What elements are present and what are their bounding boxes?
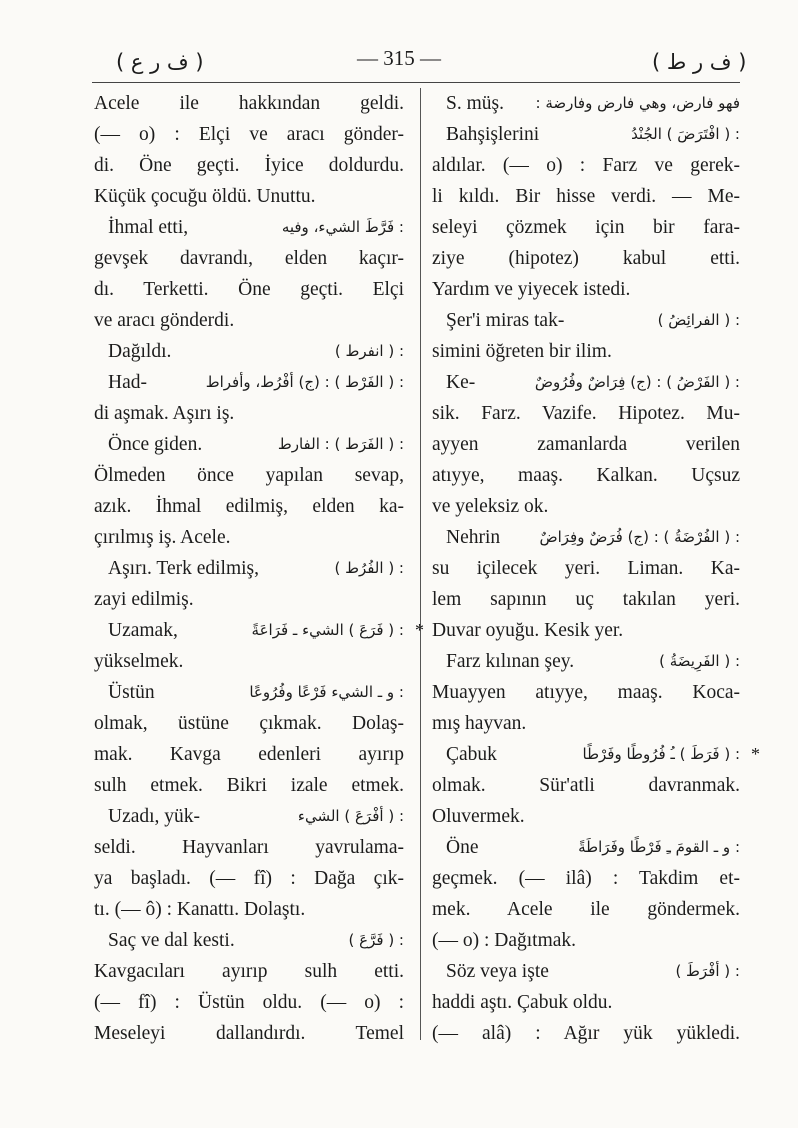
text-line	[94, 336, 404, 367]
text-line: ve aracı gönderdi.	[94, 310, 235, 331]
page-number: — 315 —	[357, 46, 441, 70]
text-line: Muayyen atıyye, maaş. Koca-	[432, 682, 740, 703]
turkish-headword: Nehrin	[446, 527, 501, 548]
arabic-entry: : ( فَرَّعَ )	[348, 931, 404, 949]
turkish-headword: Öne	[446, 837, 479, 858]
column-divider	[420, 88, 421, 1040]
header-rule	[92, 82, 740, 83]
text-line: Ölmeden önce yapılan sevap,	[94, 465, 404, 486]
turkish-headword: Söz veya işte	[446, 961, 549, 982]
text-line: seldi. Hayvanları yavrulama-	[94, 837, 404, 858]
text-line	[94, 367, 404, 398]
text-line: Küçük çocuğu öldü. Unuttu.	[94, 186, 316, 207]
text-line: Duvar oyuğu. Kesik yer.	[432, 620, 624, 641]
arabic-entry: : ( الفرائِضُ )	[657, 311, 740, 329]
text-line: ziye (hipotez) kabul etti.	[432, 248, 740, 269]
turkish-headword: Önce giden.	[108, 434, 203, 455]
text-line	[94, 615, 424, 646]
text-line: olmak, üstüne çıkmak. Dolaş-	[94, 713, 404, 734]
text-line: li kıldı. Bir hisse verdi. — Me-	[432, 186, 740, 207]
arabic-entry: : ( الفَرْضُ ) : (ج) فِرَاضٌ وفُرُوضٌ	[534, 373, 740, 391]
text-line: su içilecek yeri. Liman. Ka-	[432, 558, 740, 579]
text-line	[432, 739, 760, 770]
text-line: mak. Kavga edenleri ayırıp	[94, 744, 404, 765]
text-line: aldılar. (— o) : Farz ve gerek-	[432, 155, 740, 176]
right-root-heading: ( ف ر ط )	[652, 50, 747, 74]
text-line: di aşmak. Aşırı iş.	[94, 403, 235, 424]
turkish-headword: Üstün	[108, 682, 155, 703]
arabic-entry: : و ـ القومَ ـِ فَرْطًا وفَرَاطَةً	[578, 838, 740, 856]
text-line: Acele ile hakkından geldi.	[94, 93, 404, 114]
text-line: tı. (— ô) : Kanattı. Dolaştı.	[94, 899, 306, 920]
text-line: simini öğreten bir ilim.	[432, 341, 612, 362]
text-line	[94, 429, 404, 460]
text-line	[432, 119, 740, 150]
text-line	[94, 677, 404, 708]
text-line	[94, 212, 404, 243]
text-line: sulh etmek. Bikri izale etmek.	[94, 775, 404, 796]
text-line: sik. Farz. Vazife. Hipotez. Mu-	[432, 403, 740, 424]
arabic-entry: : ( أفْرَعَ ) الشيء	[297, 807, 404, 825]
turkish-headword: Uzadı, yük-	[108, 806, 201, 827]
turkish-headword: Çabuk	[446, 744, 497, 765]
text-line: ve yeleksiz ok.	[432, 496, 549, 517]
text-line	[432, 88, 740, 119]
text-line	[94, 925, 404, 956]
text-line: lem sapının uç takılan yeri.	[432, 589, 740, 610]
text-line: Oluvermek.	[432, 806, 525, 827]
text-line: atıyye, maaş. Kalkan. Uçsuz	[432, 465, 740, 486]
text-line	[432, 646, 740, 677]
text-line: dı. Terketti. Öne geçti. Elçi	[94, 279, 404, 300]
arabic-entry: : ( الفُرُط )	[334, 559, 404, 577]
text-line: (— o) : Dağıtmak.	[432, 930, 577, 951]
text-line: gevşek davrandı, elden kaçır-	[94, 248, 404, 269]
arabic-entry: : ( فَرَطَ ) ـُ فُرُوطًا وفَرْطًا	[582, 745, 740, 763]
turkish-headword: S. müş.	[446, 93, 504, 114]
arabic-entry: : ( الفَرِيضَةُ )	[659, 652, 740, 670]
turkish-headword: Had-	[108, 372, 147, 393]
text-line	[432, 367, 740, 398]
text-line	[94, 801, 404, 832]
text-line: mış hayvan.	[432, 713, 527, 734]
text-line: (— fî) : Üstün oldu. (— o) :	[94, 992, 404, 1013]
turkish-headword: Ke-	[446, 372, 476, 393]
text-line	[94, 553, 404, 584]
text-line: (— o) : Elçi ve aracı gönder-	[94, 124, 404, 145]
arabic-entry: : فَرَّطَ الشيء، وفيه	[281, 218, 404, 236]
text-line: Yardım ve yiyecek istedi.	[432, 279, 631, 300]
entry-star-mark: *	[415, 620, 424, 640]
arabic-entry: : ( الفَرْط ) : (ج) أفْرُط، وأفراط	[205, 373, 404, 391]
text-line: mek. Acele ile göndermek.	[432, 899, 740, 920]
turkish-headword: Saç ve dal kesti.	[108, 930, 235, 951]
turkish-headword: Dağıldı.	[108, 341, 172, 362]
entry-star-mark: *	[751, 744, 760, 764]
text-line	[432, 522, 740, 553]
text-line: ayyen zamanlarda verilen	[432, 434, 740, 455]
arabic-entry: : ( فَرَعَ ) الشيء ـ فَرَاعَةً	[251, 621, 404, 639]
text-line: azık. İhmal edilmiş, elden ka-	[94, 496, 404, 517]
text-line	[432, 305, 740, 336]
arabic-entry: : ( افْتَرَضَ ) الجُنْدُ	[631, 125, 740, 143]
turkish-headword: Şer'i miras tak-	[446, 310, 565, 331]
text-line: olmak. Sür'atli davranmak.	[432, 775, 740, 796]
arabic-entry: : و ـ الشيء فَرْعًا وفُرُوعًا	[249, 683, 404, 701]
text-line: zayi edilmiş.	[94, 589, 194, 610]
arabic-entry: : ( الفَرَط ) : الفارط	[277, 435, 404, 453]
turkish-headword: Bahşişlerini	[446, 124, 540, 145]
text-line: geçmek. (— ilâ) : Takdim et-	[432, 868, 740, 889]
text-line: seleyi çözmek için bir fara-	[432, 217, 740, 238]
arabic-entry: : ( أفْرَطَ )	[675, 962, 740, 980]
turkish-headword: Aşırı. Terk edilmiş,	[108, 558, 260, 579]
left-root-heading: ( ف ر ع )	[116, 50, 204, 74]
arabic-entry: : ( انفرط )	[334, 342, 404, 360]
right-column	[432, 88, 760, 1049]
left-column	[94, 88, 424, 1049]
text-line	[432, 832, 740, 863]
arabic-entry: : ( الفُرْضَةُ ) : (ج) فُرَضٌ وفِرَاضٌ	[539, 528, 740, 546]
text-line: çırılmış iş. Acele.	[94, 527, 231, 548]
page-header	[0, 44, 798, 84]
turkish-headword: İhmal etti,	[108, 217, 189, 238]
text-line: yükselmek.	[94, 651, 184, 672]
text-line: (— alâ) : Ağır yük yükledi.	[432, 1023, 740, 1044]
text-line: di. Öne geçti. İyice doldurdu.	[94, 155, 404, 176]
text-line: ya başladı. (— fî) : Dağa çık-	[94, 868, 404, 889]
text-line	[432, 956, 740, 987]
turkish-headword: Farz kılınan şey.	[446, 651, 575, 672]
arabic-entry: فهو فارض، وهي فارض وفارضة :	[535, 94, 740, 112]
turkish-headword: Uzamak,	[108, 620, 178, 641]
text-line: Meseleyi dallandırdı. Temel	[94, 1023, 404, 1044]
text-line: haddi aştı. Çabuk oldu.	[432, 992, 613, 1013]
text-line: Kavgacıları ayırıp sulh etti.	[94, 961, 404, 982]
